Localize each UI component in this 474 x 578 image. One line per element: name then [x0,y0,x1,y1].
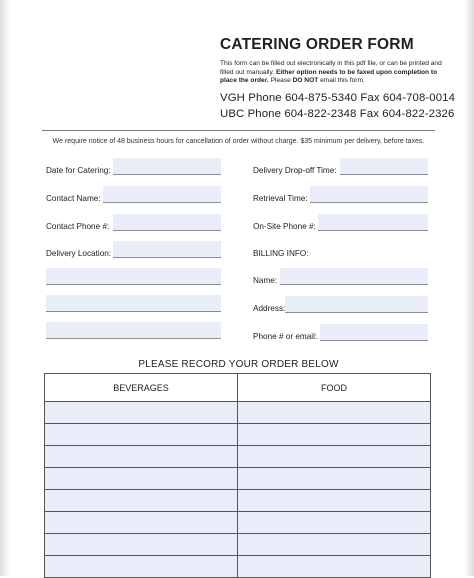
instructions-text-2: Either option needs to be faxed upon completion to place the order. [220,68,438,85]
contact-name-label: Contact Name: [46,194,101,203]
delivery-location-field-line-2[interactable] [46,268,221,285]
table-row [45,402,431,424]
onsite-phone-field[interactable] [318,214,428,231]
instructions-text-5: email this form. [318,77,365,85]
delivery-location-label: Delivery Location: [46,249,112,258]
page-shadow-right [464,0,474,576]
beverage-cell[interactable] [45,446,238,468]
beverage-cell[interactable] [45,402,238,424]
table-row [45,534,431,556]
beverage-cell[interactable] [45,512,238,534]
retrieval-time-label: Retrieval Time: [253,194,308,203]
cancellation-notice: We require notice of 48 business hours for cancellation of order without charge. $35 minimum per delivery, before taxes. [52,138,425,145]
contact-name-field[interactable] [103,186,221,203]
beverage-cell[interactable] [45,490,238,512]
food-cell[interactable] [238,534,431,556]
date-for-catering-label: Date for Catering: [46,166,111,175]
order-section-heading: PLEASE RECORD YOUR ORDER BELOW [138,359,339,370]
food-cell[interactable] [238,402,431,424]
table-row [45,556,431,578]
instructions-text-4: DO NOT [292,77,319,85]
table-row [45,490,431,512]
retrieval-time-field[interactable] [310,186,428,203]
table-row [45,424,431,446]
header-divider [42,130,435,131]
order-table [44,373,431,578]
beverage-cell[interactable] [45,468,238,490]
beverages-column-header: BEVERAGES [45,374,238,402]
table-row [45,468,431,490]
food-cell[interactable] [238,424,431,446]
delivery-location-field[interactable] [113,241,221,258]
billing-name-field[interactable] [280,268,428,285]
food-cell[interactable] [238,490,431,512]
delivery-location-field-line-3[interactable] [46,295,221,312]
billing-phone-email-field[interactable] [320,324,428,341]
food-cell[interactable] [238,512,431,534]
beverage-cell[interactable] [45,534,238,556]
onsite-phone-label: On-Site Phone #: [253,222,316,231]
food-cell[interactable] [238,468,431,490]
vgh-contact-line: VGH Phone 604-875-5340 Fax 604-708-0014 [220,92,456,104]
food-column-header: FOOD [238,374,431,402]
instructions-text-1: This form can be filled out electronically in this pdf file, or can be printed and filled out manually. [220,60,442,76]
contact-phone-field[interactable] [113,214,221,231]
billing-address-field[interactable] [285,296,428,313]
date-for-catering-field[interactable] [113,158,221,175]
billing-name-label: Name: [253,276,278,285]
ubc-contact-line: UBC Phone 604-822-2348 Fax 604-822-2326 [220,108,455,120]
delivery-dropoff-time-field[interactable] [340,158,428,175]
page-shadow-left [0,0,10,576]
contact-phone-label: Contact Phone #: [46,222,110,231]
billing-address-label: Address: [253,304,286,313]
order-table-header [45,374,431,402]
table-row [45,512,431,534]
form-title: CATERING ORDER FORM [220,36,414,53]
table-row [45,446,431,468]
delivery-dropoff-time-label: Delivery Drop-off Time: [253,166,337,175]
billing-info-heading: BILLING INFO: [253,249,309,258]
form-instructions [220,60,455,86]
billing-phone-email-label: Phone # or email: [253,332,318,341]
food-cell[interactable] [238,556,431,578]
food-cell[interactable] [238,446,431,468]
delivery-location-field-line-4[interactable] [46,322,221,339]
beverage-cell[interactable] [45,424,238,446]
instructions-text-3: Please [268,77,293,85]
beverage-cell[interactable] [45,556,238,578]
